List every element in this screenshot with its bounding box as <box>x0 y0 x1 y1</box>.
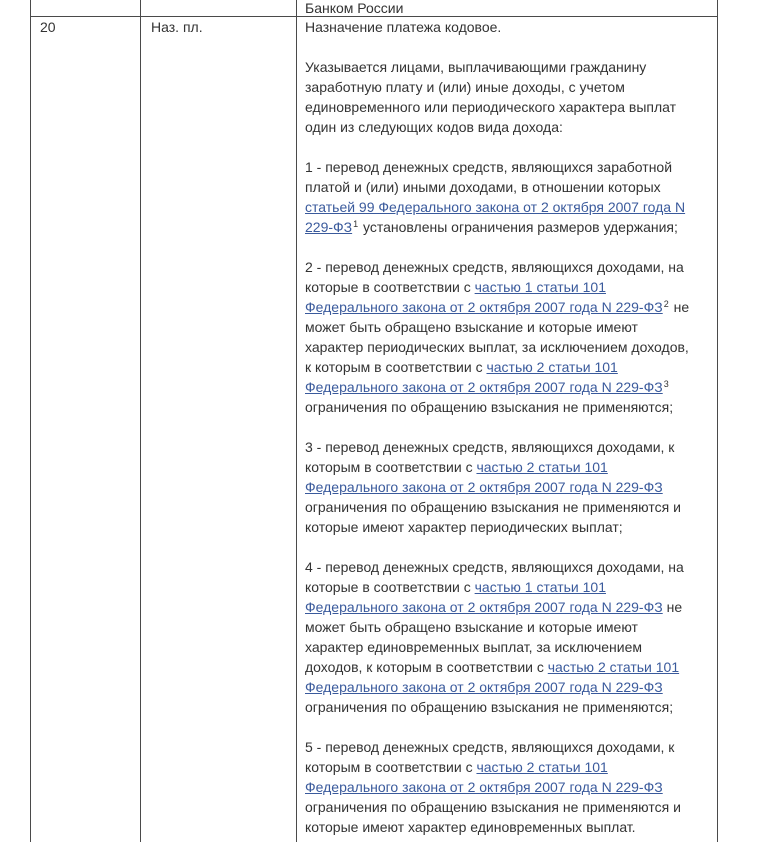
description-title: Назначение платежа кодовое. <box>305 19 502 35</box>
previous-row-text: Банком России <box>305 0 404 16</box>
income-code-4: 4 - перевод денежных средств, являющихся доходами, на которые в соответствии с частью 1 статьи 101 Федерального закона от 2 октября 2007 года N 229-ФЗ не может быть обращено взыскание и которые имеют характер единовременных выплат, за исключением доходов, к которым в соответствии с частью 2 статьи 101 Федерального закона от 2 октября 2007 года N 229-ФЗ ограничения по обращению взыскания не применяются; <box>305 559 684 715</box>
law-link-article-101-part-2[interactable]: частью 2 статьи 101 <box>476 459 608 475</box>
description-intro: Указывается лицами, выплачивающими гражданину заработную плату и (или) иные доходы, с учетом единовременного или периодического характера выплат один из следующих кодов вида дохода: <box>305 59 677 135</box>
field-short-name: Наз. пл. <box>151 19 203 35</box>
row-number: 20 <box>40 19 56 35</box>
law-link-article-101-part-2[interactable]: частью 2 статьи 101 <box>547 659 680 675</box>
table-border-right <box>717 0 718 842</box>
column-divider-2 <box>296 0 297 842</box>
income-code-2: 2 - перевод денежных средств, являющихся доходами, на которые в соответствии с частью 1 статьи 101 Федерального закона от 2 октября 2007 года N 229-ФЗ$^2$ не может быть обращено взыскание и которые имеют характер периодических выплат, за исключением доходов, к которым в соответствии с частью 2 статьи 101 Федерального закона от 2 октября 2007 года N 229-ФЗ$^3$ ограничения по обращению взыскания не применяются; <box>305 259 690 415</box>
law-link-article-101-part-2-cont[interactable]: Федерального закона от 2 октября 2007 года N 229-ФЗ <box>305 379 663 395</box>
footnote-marker[interactable]: 3 <box>663 379 669 389</box>
law-link-article-101-part-1[interactable]: частью 1 статьи 101 <box>474 579 606 595</box>
law-link-article-101-part-1[interactable]: частью 1 статьи 101 <box>474 279 606 295</box>
column-divider-1 <box>140 0 141 842</box>
law-link-article-99[interactable]: статьей 99 Федерального закона от 2 октября 2007 года N <box>305 199 686 215</box>
law-link-article-101-part-2-cont[interactable]: Федерального закона от 2 октября 2007 года N 229-ФЗ <box>305 479 663 495</box>
field-description <box>305 17 709 857</box>
footnote-marker[interactable]: 1 <box>353 219 359 229</box>
law-link-article-101-part-1-cont[interactable]: Федерального закона от 2 октября 2007 года N 229-ФЗ <box>305 299 663 315</box>
law-link-article-101-part-2-cont[interactable]: Федерального закона от 2 октября 2007 года N 229-ФЗ <box>305 679 663 695</box>
income-code-5: 5 - перевод денежных средств, являющихся доходами, к которым в соответствии с частью 2 статьи 101 Федерального закона от 2 октября 2007 года N 229-ФЗ ограничения по обращению взыскания не применяются и которые имеют характер единовременных выплат. <box>305 739 681 835</box>
income-code-3: 3 - перевод денежных средств, являющихся доходами, к которым в соответствии с частью 2 статьи 101 Федерального закона от 2 октября 2007 года N 229-ФЗ ограничения по обращению взыскания не применяются и которые имеют характер периодических выплат; <box>305 439 681 535</box>
law-link-article-101-part-2-cont[interactable]: Федерального закона от 2 октября 2007 года N 229-ФЗ <box>305 779 663 795</box>
law-link-article-101-part-2[interactable]: частью 2 статьи 101 <box>476 759 608 775</box>
table-border-left <box>30 0 31 842</box>
law-link-article-101-part-2[interactable]: частью 2 статьи 101 <box>486 359 618 375</box>
law-link-article-101-part-1-cont[interactable]: Федерального закона от 2 октября 2007 года N 229-ФЗ <box>305 599 663 615</box>
income-code-1: 1 - перевод денежных средств, являющихся заработной платой и (или) иными доходами, в отношении которых статьей 99 Федерального закона от 2 октября 2007 года N 229-ФЗ$^1$ установлены ограничения размеров удержания; <box>305 159 686 235</box>
law-link-article-99-cont[interactable]: 229-ФЗ <box>305 219 353 235</box>
footnote-marker[interactable]: 2 <box>663 299 669 309</box>
requisites-table <box>30 0 718 842</box>
